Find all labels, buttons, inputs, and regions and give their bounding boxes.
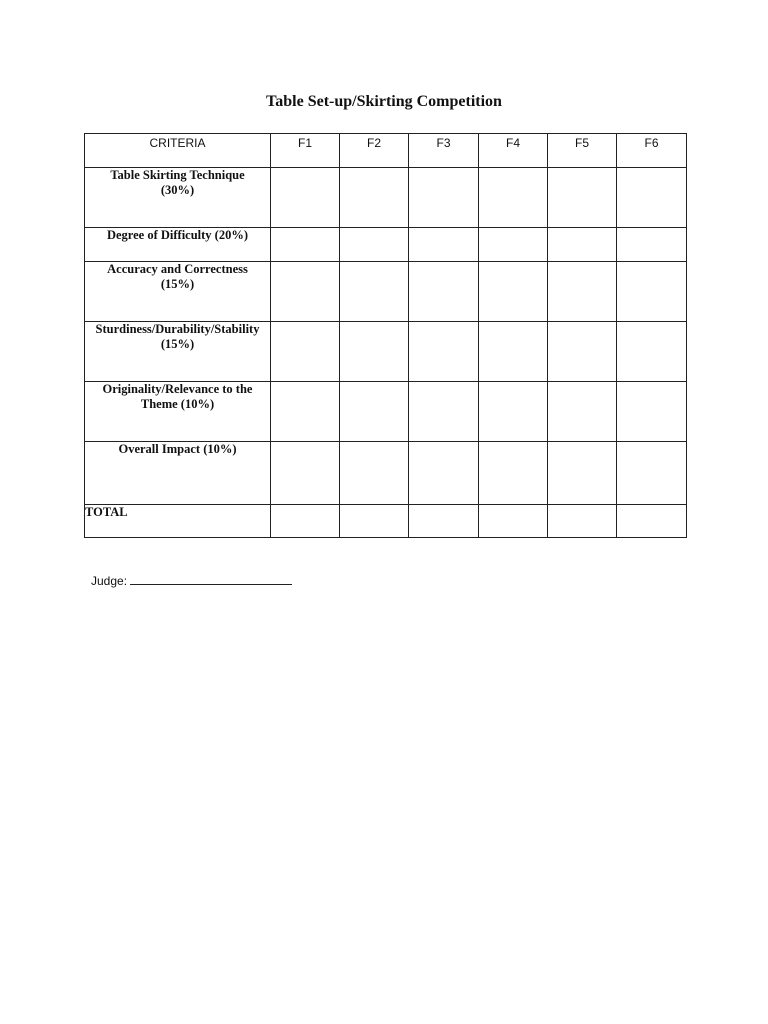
score-cell-f6[interactable] — [617, 442, 687, 505]
criteria-label-line: Overall Impact (10%) — [118, 442, 237, 456]
score-cell-f4[interactable] — [479, 228, 548, 262]
header-row — [85, 134, 687, 168]
criteria-weight-line: (30%) — [160, 183, 195, 197]
score-cell-f3[interactable] — [409, 228, 479, 262]
criteria-weight-line: (15%) — [160, 277, 195, 291]
score-cell-f1[interactable] — [271, 322, 340, 382]
column-header-f3: F3 — [409, 134, 479, 168]
score-cell-f2[interactable] — [340, 322, 409, 382]
criteria-header: CRITERIA — [85, 134, 271, 168]
criteria-row — [85, 228, 687, 262]
total-label: TOTAL — [85, 505, 271, 538]
score-cell-f4[interactable] — [479, 322, 548, 382]
criteria-cell — [85, 262, 271, 322]
total-row — [85, 505, 687, 538]
criteria-label-line: Table Skirting Technique — [110, 168, 245, 182]
score-cell-f6[interactable] — [617, 382, 687, 442]
page-title: Table Set-up/Skirting Competition — [266, 93, 502, 110]
score-cell-f2[interactable] — [340, 168, 409, 228]
score-cell-f3[interactable] — [409, 382, 479, 442]
total-cell-f6[interactable] — [617, 505, 687, 538]
total-cell-f4[interactable] — [479, 505, 548, 538]
judge-signature-field — [91, 572, 292, 588]
score-cell-f2[interactable] — [340, 382, 409, 442]
score-cell-f5[interactable] — [548, 262, 617, 322]
criteria-row — [85, 382, 687, 442]
score-cell-f3[interactable] — [409, 262, 479, 322]
criteria-row — [85, 262, 687, 322]
score-cell-f5[interactable] — [548, 168, 617, 228]
criteria-cell — [85, 382, 271, 442]
score-cell-f5[interactable] — [548, 382, 617, 442]
score-cell-f6[interactable] — [617, 168, 687, 228]
criteria-row — [85, 322, 687, 382]
score-cell-f2[interactable] — [340, 442, 409, 505]
criteria-label-line: Degree of Difficulty (20%) — [106, 228, 249, 242]
criteria-weight-line: Theme (10%) — [140, 397, 215, 411]
total-cell-f1[interactable] — [271, 505, 340, 538]
criteria-cell — [85, 228, 271, 262]
score-cell-f3[interactable] — [409, 322, 479, 382]
criteria-cell — [85, 168, 271, 228]
total-cell-f2[interactable] — [340, 505, 409, 538]
score-cell-f3[interactable] — [409, 168, 479, 228]
score-cell-f4[interactable] — [479, 262, 548, 322]
score-cell-f2[interactable] — [340, 228, 409, 262]
criteria-weight-line: (15%) — [160, 337, 195, 351]
score-cell-f4[interactable] — [479, 442, 548, 505]
score-cell-f6[interactable] — [617, 322, 687, 382]
total-cell-f3[interactable] — [409, 505, 479, 538]
judge-signature-line[interactable] — [130, 572, 292, 585]
criteria-label-line: Sturdiness/Durability/Stability — [95, 322, 260, 336]
criteria-row — [85, 442, 687, 505]
criteria-row — [85, 168, 687, 228]
scoring-table — [84, 133, 687, 538]
column-header-f2: F2 — [340, 134, 409, 168]
score-cell-f3[interactable] — [409, 442, 479, 505]
criteria-label-line: Originality/Relevance to the — [102, 382, 253, 396]
column-header-f4: F4 — [479, 134, 548, 168]
score-cell-f2[interactable] — [340, 262, 409, 322]
column-header-f1: F1 — [271, 134, 340, 168]
score-cell-f6[interactable] — [617, 262, 687, 322]
score-cell-f1[interactable] — [271, 262, 340, 322]
column-header-f5: F5 — [548, 134, 617, 168]
score-cell-f4[interactable] — [479, 168, 548, 228]
score-cell-f5[interactable] — [548, 228, 617, 262]
score-cell-f5[interactable] — [548, 442, 617, 505]
column-header-f6: F6 — [617, 134, 687, 168]
total-cell-f5[interactable] — [548, 505, 617, 538]
score-cell-f1[interactable] — [271, 168, 340, 228]
score-cell-f6[interactable] — [617, 228, 687, 262]
judge-label: Judge: — [91, 574, 128, 588]
score-cell-f1[interactable] — [271, 442, 340, 505]
score-cell-f1[interactable] — [271, 382, 340, 442]
score-cell-f1[interactable] — [271, 228, 340, 262]
criteria-cell — [85, 322, 271, 382]
criteria-cell — [85, 442, 271, 505]
criteria-label-line: Accuracy and Correctness — [107, 262, 248, 276]
score-cell-f4[interactable] — [479, 382, 548, 442]
score-cell-f5[interactable] — [548, 322, 617, 382]
